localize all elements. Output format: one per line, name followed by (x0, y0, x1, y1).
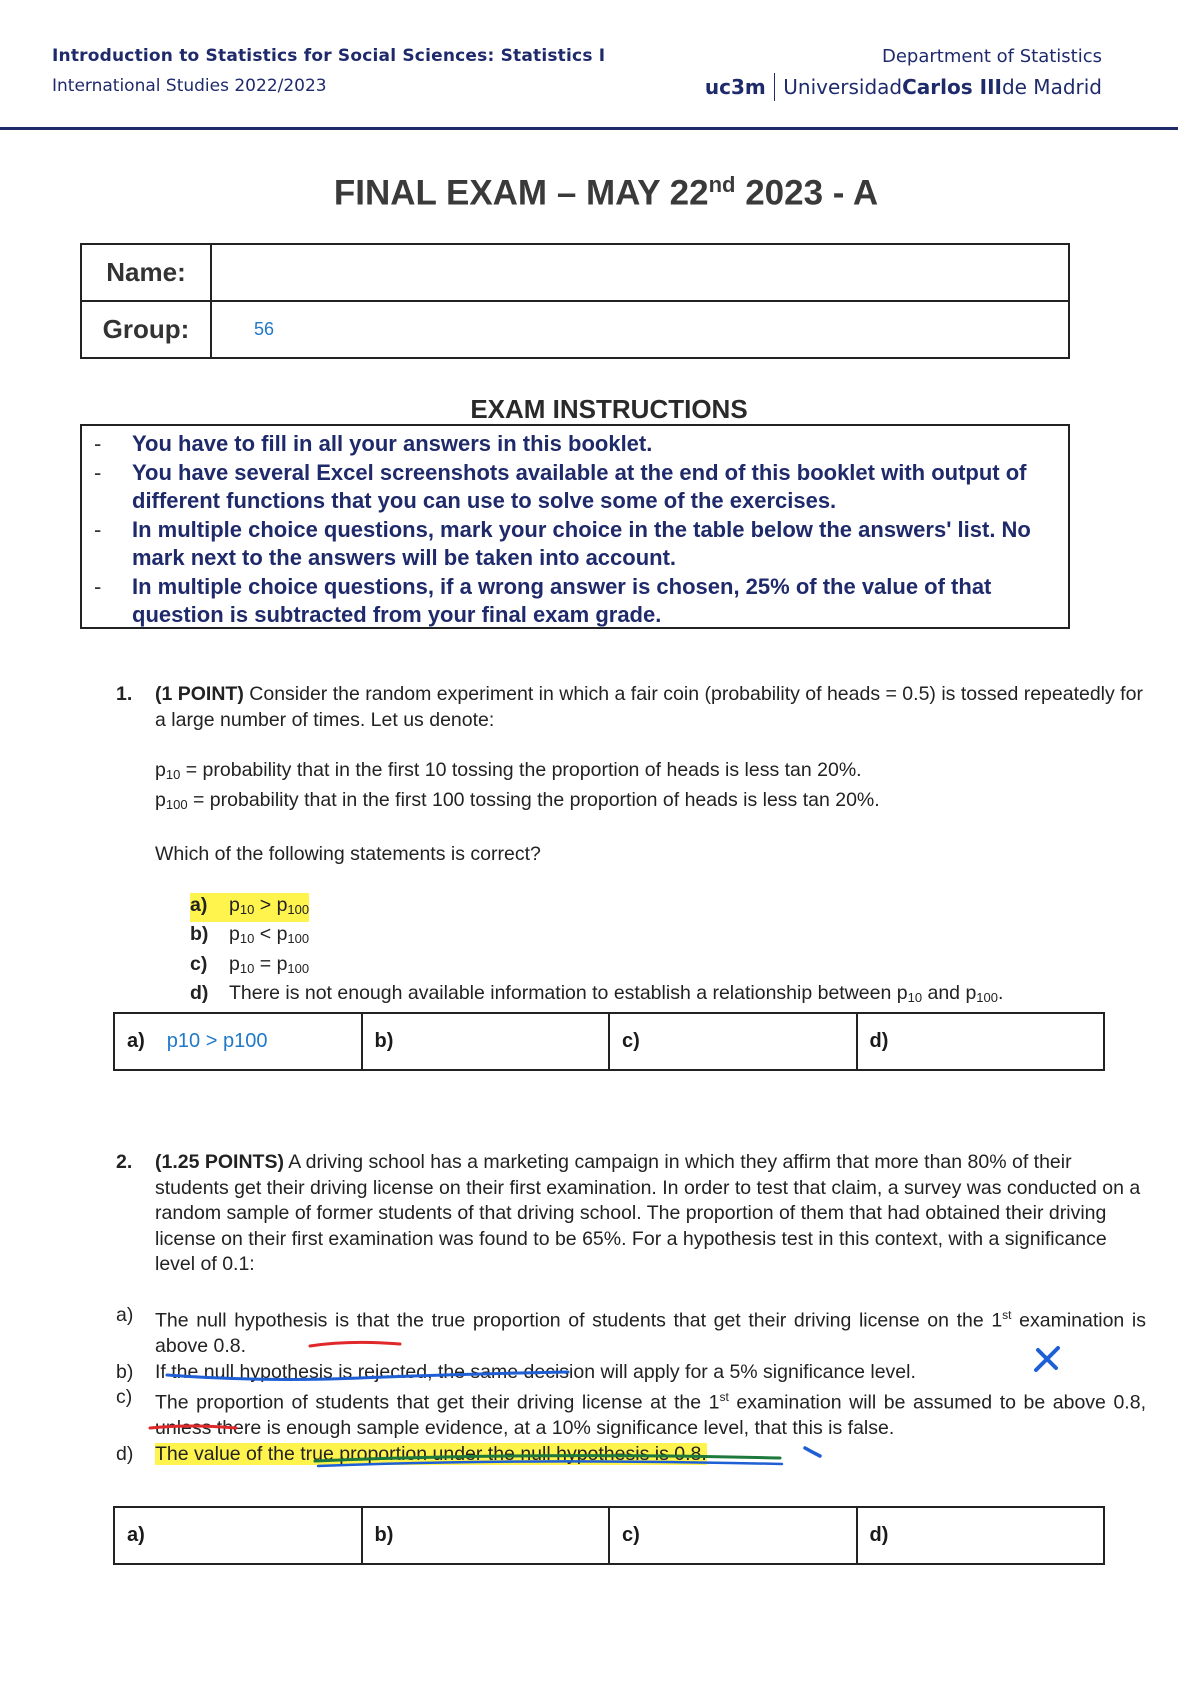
option-c: c) $p_{10} = p_{100}$ (190, 952, 310, 976)
question-2 (116, 1150, 1146, 1278)
answer-value: p10 > p100 (166, 1030, 268, 1052)
exam-title-sup: nd (708, 172, 736, 197)
question-points: (1 POINT) (155, 683, 244, 705)
definition-p100: $p_{100}$ = probability that in the first 100 tossing the proportion of heads is less tan 20%. (155, 788, 880, 812)
option-a: a) The null hypothesis is that the true proportion of students that get their driving license on the 1st examination is above 0.8. (116, 1304, 1146, 1357)
question-text: A driving school has a marketing campaign in which they affirm that more than 80% of their students get their driving license on their first examination. In order to test that claim, a survey was conducted on a random sample of former students of that driving school. The proportion of them that had obtained their driving license on their first examination was found to be 65%. For a hypothesis test in this context, with a significance level of 0.1: (155, 1151, 1141, 1275)
question-text: Consider the random experiment in which a fair coin (probability of heads = 0.5) is tossed repeatedly for a large number of times. Let us denote: (155, 683, 1143, 731)
option-b: b) If the null hypothesis is rejected, the same decision will apply for a 5% significance level. (116, 1360, 916, 1383)
student-info-table (80, 243, 1070, 359)
instruction-text: In multiple choice questions, if a wrong answer is chosen, 25% of the value of that question is subtracted from your final exam grade. (132, 573, 992, 627)
header-rule (0, 127, 1178, 130)
exam-title (0, 172, 1200, 214)
question-1 (116, 682, 1146, 1011)
option-c: c) The proportion of students that get their driving license at the 1st examination will be assumed to be above 0.8, unless there is enough sample evidence, at a 10% significance level, that this is false. (116, 1386, 1146, 1439)
question-prompt: Which of the following statements is correct? (155, 843, 541, 865)
question-1-stem (155, 682, 1146, 733)
answer-cell-b[interactable]: b) (362, 1507, 610, 1564)
option-d: d) The value of the true proportion under the null hypothesis is 0.8. (116, 1442, 707, 1465)
answer-cell-d[interactable]: d) (857, 1013, 1105, 1070)
answer-cell-c[interactable]: c) (609, 1507, 857, 1564)
answer-cell-d[interactable]: d) (857, 1507, 1105, 1564)
department-name: Department of Statistics (882, 46, 1102, 67)
instructions-box (80, 424, 1070, 629)
group-field[interactable]: 56 (211, 301, 1069, 358)
answer-cell-c[interactable]: c) (609, 1013, 857, 1070)
option-b: b) $p_{10} < p_{100}$ (190, 923, 310, 946)
instruction-item: - In multiple choice questions, mark your choice in the table below the answers' list. No mark next to the answers will be taken into account. (94, 516, 1056, 573)
instruction-item: - You have to fill in all your answers in this booklet. (94, 430, 1056, 459)
instruction-text: You have to fill in all your answers in this booklet. (132, 431, 653, 456)
university-name-prefix: Universidad (783, 75, 903, 99)
university-header (705, 46, 1102, 101)
instruction-text: You have several Excel screenshots available at the end of this booklet with output of different functions that you can use to solve some of the exercises. (132, 459, 1027, 513)
course-header (52, 46, 605, 96)
instructions-heading: EXAM INSTRUCTIONS (470, 394, 748, 424)
question-2-options (116, 1303, 1146, 1467)
group-label: Group: (81, 301, 211, 358)
answer-cell-b[interactable]: b) (362, 1013, 610, 1070)
name-field[interactable] (211, 244, 1069, 301)
question-1-answer-table (113, 1012, 1105, 1071)
university-name-bold: Carlos III (902, 75, 1002, 99)
question-2-answer-table (113, 1506, 1105, 1565)
academic-year: International Studies 2022/2023 (52, 76, 327, 96)
logo-divider (774, 73, 776, 101)
exam-title-main: FINAL EXAM – MAY 22 (333, 173, 709, 213)
uc3m-logo: uc3m (704, 75, 766, 99)
instruction-text: In multiple choice questions, mark your choice in the table below the answers' list. No mark next to the answers will be taken into account. (132, 516, 1031, 570)
question-number: 2. (116, 1151, 133, 1173)
question-number: 1. (116, 683, 133, 705)
answer-cell-a[interactable]: a) p10 > p100 (114, 1013, 362, 1070)
answer-cell-a[interactable]: a) (114, 1507, 362, 1564)
name-label: Name: (81, 244, 211, 301)
question-points: (1.25 POINTS) (155, 1151, 284, 1173)
course-title: Introduction to Statistics for Social Sciences: Statistics I (52, 46, 606, 66)
university-name-suffix: de Madrid (1001, 75, 1102, 99)
instruction-item: - In multiple choice questions, if a wrong answer is chosen, 25% of the value of that question is subtracted from your final exam grade. (94, 573, 1056, 630)
option-d: d) There is not enough available information to establish a relationship between $p_{10}$ and $p_{100}$. (190, 982, 1004, 1005)
exam-title-tail: 2023 - A (735, 173, 879, 213)
university-logo (705, 73, 1102, 101)
option-a: a) $p_{10} > p_{100}$ (190, 893, 1146, 923)
definition-p10: $p_{10}$ = probability that in the first 10 tossing the proportion of heads is less tan 20%. (155, 759, 862, 782)
instruction-item: - You have several Excel screenshots available at the end of this booklet with output of different functions that you can use to solve some of the exercises. (94, 459, 1056, 516)
